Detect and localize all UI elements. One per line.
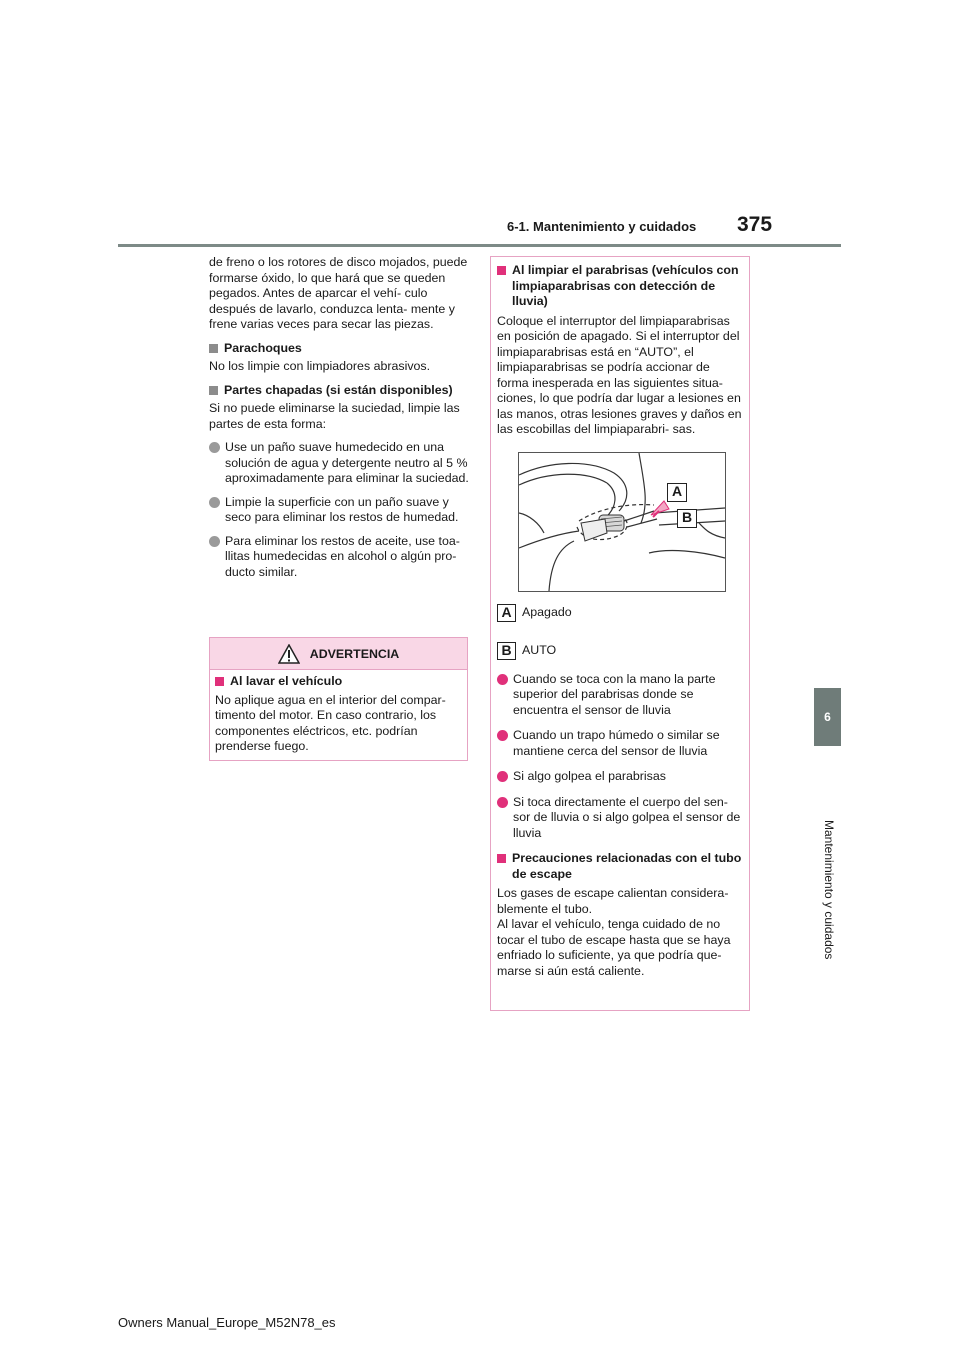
figure-callout-b: B [677,509,697,528]
plated-text: Si no puede eliminarse la suciedad, limpie las partes de esta forma: [209,401,460,431]
square-bullet-icon [497,266,506,275]
legend-item-b [497,642,744,660]
footer-text: Owners Manual_Europe_M52N78_es [118,1315,336,1330]
legend-item-a [497,604,744,622]
page-number: 375 [737,213,773,236]
windshield-heading: Al limpiar el parabrisas (vehículos con limpiaparabrisas con detección de lluvia) [497,263,744,310]
wiper-switch-illustration [518,452,726,592]
list-item: Cuando un trapo húmedo o similar se mantiene cerca del sensor de lluvia [497,728,744,759]
square-bullet-icon [209,344,218,353]
list-item: Para eliminar los restos de aceite, use toa- llitas humedecidas en alcohol o algún pro- ducto similar. [209,534,471,581]
header-rule [118,244,841,247]
list-item: Limpie la superficie con un paño suave y seco para eliminar los restos de humedad. [209,495,471,526]
list-item: Si algo golpea el parabrisas [497,769,744,785]
list-item: Cuando se toca con la mano la parte superior del parabrisas donde se encuentra el sensor de lluvia [497,672,744,719]
circle-bullet-icon [497,674,508,685]
warning-triangle-icon [278,644,300,664]
figure-callout-a: A [667,483,687,502]
list-item: Use un paño suave humedecido en una solución de agua y detergente neutro al 5 % aproximadamente para eliminar la suciedad. [209,440,471,487]
legend-text: Apagado [522,604,572,619]
chapter-number: 6 [824,710,831,724]
chapter-tab-label: Mantenimiento y cuidados [822,820,836,960]
legend-text: AUTO [522,642,557,657]
warning-title: ADVERTENCIA [309,646,400,661]
windshield-text: Coloque el interruptor del limpiaparabrisas en posición de apagado. Si el interruptor del limpiaparabrisas está en “AUTO”, el limpiaparabrisas se podría accionar de forma inesperada en las siguientes situa- ciones, lo que podría dar lugar a lesiones en las manos, otras lesiones graves y daños en las escobillas del limpiaparabri- sas. [497,313,742,436]
list-item: Si toca directamente el cuerpo del sen- sor de lluvia o si algo golpea el sensor de lluvia [497,795,744,842]
warning-box [209,637,468,761]
plated-heading: Partes chapadas (si están disponibles) [209,383,471,399]
exhaust-heading: Precauciones relacionadas con el tubo de escape [497,851,744,882]
square-bullet-icon [215,677,224,686]
circle-bullet-icon [209,497,220,508]
square-bullet-icon [497,854,506,863]
caution-box [490,256,750,1011]
section-title: 6-1. Mantenimiento y cuidados [507,219,697,234]
bumpers-text: No los limpie con limpiadores abrasivos. [209,359,431,373]
circle-bullet-icon [497,771,508,782]
legend-letter: A [497,604,516,622]
left-column [209,255,471,588]
warning-text: No aplique agua en el interior del compar- timento del motor. En caso contrario, los componentes eléctricos, etc. podrían prenderse fuego. [215,692,446,753]
exhaust-text-1: Los gases de escape calientan considera- blemente el tubo. [497,886,729,916]
square-bullet-icon [209,386,218,395]
circle-bullet-icon [209,536,220,547]
circle-bullet-icon [209,442,220,453]
bumpers-heading: Parachoques [209,341,471,357]
intro-paragraph: de freno o los rotores de disco mojados, puede formarse óxido, lo que hará que se queden pegados. Antes de aparcar el vehí- culo después de lavarlo, conduzca lenta- mente y frene varias veces para secar las piezas. [209,255,468,331]
warning-heading: Al lavar el vehículo [215,674,462,690]
warning-header [210,638,467,670]
legend-letter: B [497,642,516,660]
exhaust-text-2: Al lavar el vehículo, tenga cuidado de no tocar el tubo de escape hasta que se haya enfriado lo suficiente, ya que podría que- marse si aún está caliente. [497,917,731,978]
chapter-tab [814,688,841,746]
circle-bullet-icon [497,730,508,741]
circle-bullet-icon [497,797,508,808]
